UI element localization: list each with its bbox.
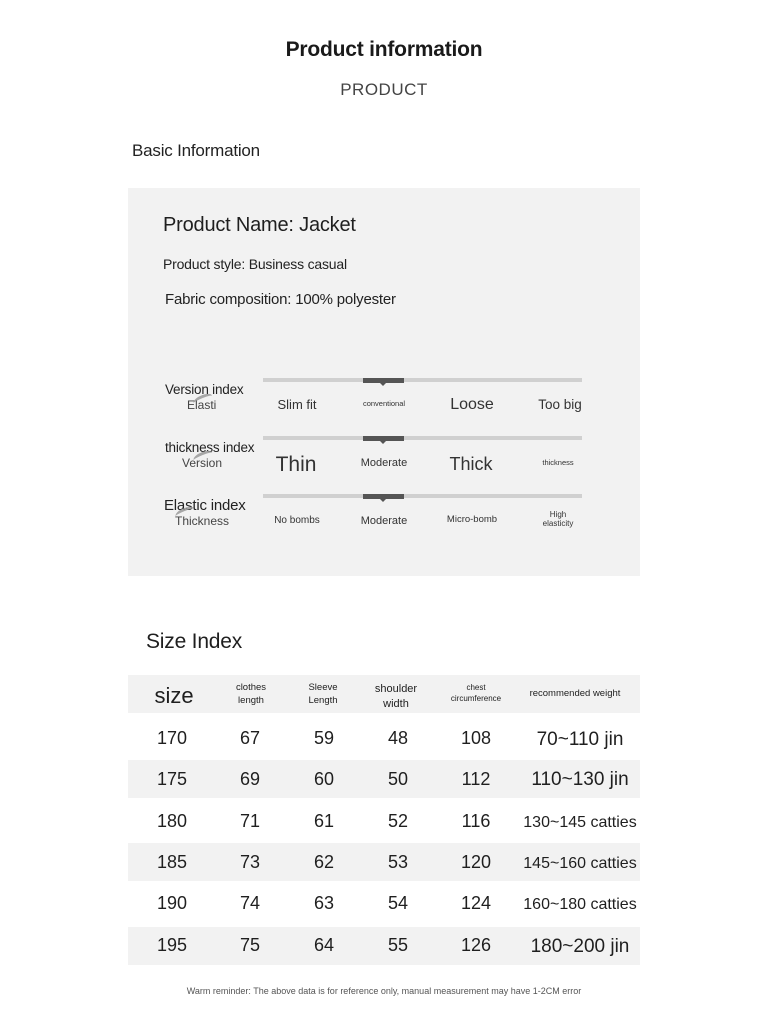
thickness-index-sub: Version [182, 456, 223, 470]
table-row [128, 803, 640, 839]
cell-sleeve-length: 64 [313, 935, 335, 955]
thickness-option-thick: Thick [449, 454, 493, 474]
thickness-index-track [263, 436, 582, 440]
cell-size: 190 [156, 893, 188, 913]
version-option-too-big: Too big [538, 397, 582, 412]
column-header-shoulder-width: shoulder width [374, 683, 418, 710]
cell-size: 185 [156, 852, 188, 872]
page-title: Product information [285, 38, 483, 61]
thickness-option-moderate: Moderate [360, 457, 408, 469]
cell-shoulder-width: 53 [387, 852, 409, 872]
cell-recommended-weight: 130~145 catties [523, 814, 637, 831]
cell-recommended-weight: 110~130 jin [531, 769, 629, 790]
cell-shoulder-width: 54 [387, 893, 409, 913]
table-row [128, 760, 640, 798]
version-option-conventional: conventional [362, 399, 406, 408]
cell-chest-circumference: 112 [461, 769, 491, 789]
product-name: Product Name: Jacket [163, 214, 356, 236]
cell-sleeve-length: 61 [313, 811, 335, 831]
cell-clothes-length: 74 [239, 893, 261, 913]
version-index-marker [363, 378, 404, 383]
size-index-heading: Size Index [146, 630, 243, 653]
cell-shoulder-width: 48 [387, 728, 409, 748]
size-table-header [128, 675, 640, 713]
cell-chest-circumference: 120 [460, 852, 492, 872]
cell-recommended-weight: 180~200 jin [530, 936, 630, 957]
version-index-track [263, 378, 582, 382]
table-row [128, 843, 640, 881]
version-option-loose: Loose [450, 396, 494, 413]
cell-size: 175 [156, 769, 188, 789]
cell-clothes-length: 71 [239, 811, 261, 831]
column-header-size: size [154, 683, 194, 708]
elastic-option-moderate: Moderate [360, 515, 408, 527]
cell-clothes-length: 67 [239, 728, 261, 748]
cell-sleeve-length: 63 [313, 893, 335, 913]
table-row [128, 720, 640, 756]
column-header-chest-circumference: chest circumference [450, 683, 502, 703]
elastic-index-track [263, 494, 582, 498]
cell-shoulder-width: 55 [387, 935, 409, 955]
elastic-index-sub: Thickness [175, 514, 230, 528]
cell-chest-circumference: 116 [461, 811, 491, 831]
cell-recommended-weight: 70~110 jin [536, 729, 624, 750]
cell-recommended-weight: 160~180 catties [523, 896, 637, 913]
cell-sleeve-length: 62 [313, 852, 335, 872]
cell-chest-circumference: 124 [460, 893, 492, 913]
column-header-recommended-weight: recommended weight [529, 688, 621, 699]
cell-size: 195 [156, 935, 188, 955]
cell-size: 180 [156, 811, 188, 831]
cell-clothes-length: 73 [239, 852, 261, 872]
table-row [128, 885, 640, 921]
cell-clothes-length: 69 [239, 769, 261, 789]
elastic-index-label: Elastic index [164, 497, 246, 514]
warm-reminder: Warm reminder: The above data is for reference only, manual measurement may have 1-2CM error [186, 986, 582, 996]
elastic-option-high-elasticity: High elasticity [542, 510, 574, 529]
cell-sleeve-length: 59 [313, 728, 335, 748]
elastic-option-micro-bomb: Micro-bomb [446, 514, 498, 525]
fabric-composition: Fabric composition: 100% polyester [165, 291, 396, 308]
thickness-option-thickness: thickness [542, 458, 574, 467]
version-index-sub: Elasti [187, 398, 217, 412]
page-subtitle: PRODUCT [340, 80, 428, 99]
version-index-label: Version index [165, 382, 244, 397]
column-header-sleeve-length: Sleeve Length [308, 682, 338, 706]
thickness-index-marker [363, 436, 404, 441]
thickness-option-thin: Thin [275, 453, 317, 476]
product-style: Product style: Business casual [163, 256, 347, 272]
table-row [128, 927, 640, 965]
basic-information-heading: Basic Information [132, 141, 260, 160]
cell-shoulder-width: 50 [387, 769, 409, 789]
cell-recommended-weight: 145~160 catties [523, 855, 637, 872]
cell-chest-circumference: 126 [460, 935, 492, 955]
cell-chest-circumference: 108 [460, 728, 492, 748]
column-header-clothes-length: clothes length [235, 682, 267, 706]
version-option-slim-fit: Slim fit [277, 397, 317, 412]
thickness-index-label: thickness index [165, 440, 255, 455]
cell-sleeve-length: 60 [313, 769, 335, 789]
cell-clothes-length: 75 [239, 935, 261, 955]
elastic-option-no-bombs: No bombs [274, 515, 320, 526]
cell-size: 170 [156, 728, 188, 748]
cell-shoulder-width: 52 [387, 811, 409, 831]
elastic-index-marker [363, 494, 404, 499]
